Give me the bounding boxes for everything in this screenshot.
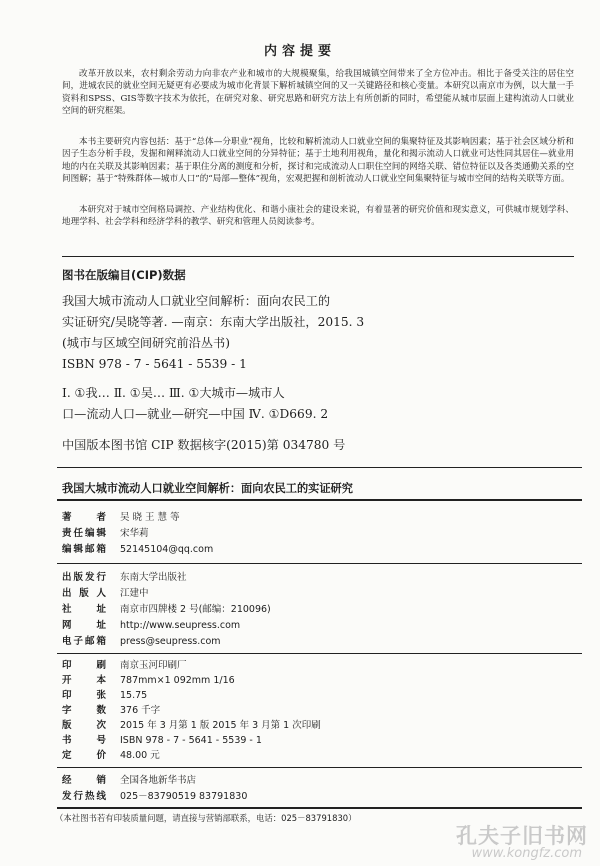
row-label: 电子邮箱: [62, 636, 106, 647]
row-label: 网址: [62, 620, 106, 631]
distribution-row: [62, 773, 542, 789]
row-value: press@seupress.com: [120, 636, 221, 647]
distribution-row: [62, 789, 542, 805]
row-value: 376 千字: [120, 705, 161, 716]
row-value: 025－83790519 83791830: [120, 791, 248, 802]
summary-paragraph-3: 本研究对于城市空间格局调控、产业结构优化、和谐小康社会的建设来说，有着显著的研究价值和现实意义，可供城市规划学科、地理学科、社会学科和经济学科的教学、研究和管理人员阅读参考。: [62, 205, 574, 228]
row-value: 48.00 元: [120, 750, 160, 761]
watermark-url: www.kongfz.com: [471, 846, 582, 861]
printing-row: [62, 673, 542, 689]
cip-line: ISBN 978 - 7 - 5641 - 5539 - 1: [62, 357, 247, 371]
credit-row-email: [62, 542, 542, 558]
credit-row-editor: [62, 526, 542, 542]
publication-row: [62, 618, 542, 634]
row-value: http://www.seupress.com: [120, 620, 241, 631]
divider-middle: [57, 467, 582, 468]
row-label: 责任编辑: [62, 528, 106, 539]
printing-row: [62, 733, 542, 749]
publication-row: [62, 586, 542, 602]
row-value: 2015 年 3 月第 1 版 2015 年 3 月第 1 次印刷: [120, 720, 321, 731]
row-label: 社址: [62, 604, 106, 615]
cip-number: 中国版本图书馆 CIP 数据核字(2015)第 034780 号: [62, 438, 346, 452]
printing-row: [62, 703, 542, 719]
divider-title: [57, 499, 582, 501]
watermark-brand: 孔夫子旧书网: [456, 823, 588, 848]
summary-paragraph-1: 改革开放以来，农村剩余劳动力向非农产业和城市的大规模聚集，给我国城镇空间带来了全方位冲击。相比于备受关注的居住空间，进城农民的就业空间无疑更有必要成为城市化背景下解析城镇空间的又一关键路径和核心变量。本研究以南京市为例，以大量一手资料和SPSS、GIS等数字技术为依托，在研究对象、研究思路和研究方法上有所创新的同时，希望能从城市层面上建构流动人口就业空间的研究框架。: [62, 69, 574, 116]
row-value: 宋华莉: [120, 528, 149, 539]
row-label: 经销: [62, 775, 106, 786]
divider-printing: [57, 767, 582, 768]
row-label: 书号: [62, 735, 106, 746]
credit-row-author: [62, 510, 542, 526]
row-value: 787mm×1 092mm 1/16: [120, 675, 235, 686]
printing-row: [62, 658, 542, 674]
printing-row: [62, 748, 542, 764]
row-label: 版次: [62, 720, 106, 731]
cip-line: 我国大城市流动人口就业空间解析：面向农民工的: [62, 294, 331, 308]
publication-row: [62, 602, 542, 618]
divider-bottom: [57, 807, 582, 809]
row-value: 全国各地新华书店: [120, 775, 197, 786]
row-value: ISBN 978 - 7 - 5641 - 5539 - 1: [120, 735, 262, 746]
divider-top: [62, 256, 574, 257]
cip-line: 口—流动人口—就业—研究—中国 Ⅳ. ①D669. 2: [62, 407, 329, 421]
row-value: 东南大学出版社: [120, 572, 187, 583]
quality-note: （本社图书若有印装质量问题，请直接与营销部联系，电话：025－83791830）: [55, 813, 357, 823]
book-title: 我国大城市流动人口就业空间解析：面向农民工的实证研究: [62, 482, 353, 495]
summary-title: 内容提要: [263, 44, 336, 59]
printing-row: [62, 688, 542, 704]
summary-paragraph-2: 本书主要研究内容包括：基于“总体—分职业”视角，比较和解析流动人口就业空间的集聚特征及其影响因素；基于社会区域分析和因子生态分析手段，发掘和阐释流动人口就业空间的分异特征；基于土地利用视角，量化和揭示流动人口就业可达性同其居住—就业用地的内在关联及其影响因素；基于职住分离的测度和分析，探讨和完成流动人口职住空间的网络关联、错位特征以及各类通勤关系的空间图解；基于“特殊群体—城市人口”的“局部—整体”视角，宏观把握和剖析流动人口就业空间集聚特征与城市空间的结构关联等方面。: [62, 137, 574, 184]
watermark-logo: [442, 820, 592, 862]
cip-line: 实证研究/吴晓等著. —南京：东南大学出版社，2015. 3: [62, 315, 365, 329]
row-label: 开本: [62, 675, 106, 686]
row-label: 出版人: [62, 588, 106, 599]
row-label: 定价: [62, 750, 106, 761]
divider-publication: [57, 653, 582, 654]
cip-line: Ⅰ. ①我… Ⅱ. ①吴… Ⅲ. ①大城市—城市人: [62, 386, 285, 400]
row-value: 江建中: [120, 588, 149, 599]
row-label: 印刷: [62, 660, 106, 671]
row-value: 15.75: [120, 690, 148, 701]
row-label: 出版发行: [62, 572, 106, 583]
printing-row: [62, 718, 542, 734]
divider-credits: [57, 563, 582, 564]
publication-row: [62, 570, 542, 586]
row-value: 吴 晓 王 慧 等: [120, 512, 180, 523]
cip-heading: 图书在版编目(CIP)数据: [62, 268, 186, 282]
cip-line: (城市与区域空间研究前沿丛书): [62, 336, 230, 350]
publication-row: [62, 634, 542, 650]
row-value: 南京市四牌楼 2 号(邮编：210096): [120, 604, 271, 615]
row-label: 字数: [62, 705, 106, 716]
row-value: 52145104@qq.com: [120, 544, 214, 555]
row-label: 著者: [62, 512, 106, 523]
row-label: 编辑邮箱: [62, 544, 106, 555]
row-label: 印张: [62, 690, 106, 701]
row-value: 南京玉河印刷厂: [120, 660, 187, 671]
row-label: 发行热线: [62, 791, 106, 802]
